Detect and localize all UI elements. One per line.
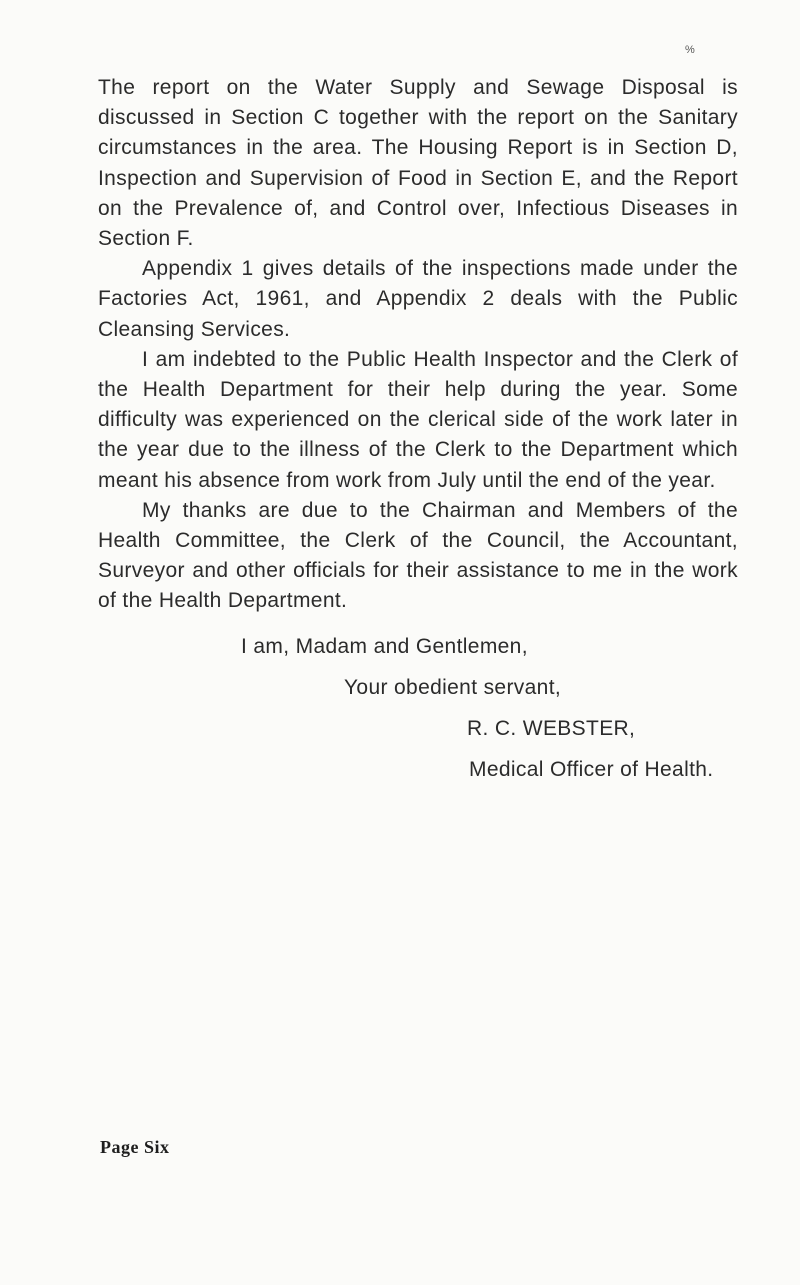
report-body (98, 73, 738, 617)
closing-servant: Your obedient servant, (344, 676, 562, 699)
signature-name: R. C. WEBSTER, (467, 717, 636, 740)
paragraph-acknowledgement-staff: I am indebted to the Public Health Inspector and the Clerk of the Health Department for their help during the year. Some difficulty was experienced on the clerical side of the work later in the year due to the illness of the Clerk to the Department which meant his absence from work from July until the end of the year. (98, 347, 738, 492)
closing-salutation: I am, Madam and Gentlemen, (241, 635, 528, 658)
page-number: Page Six (100, 1137, 170, 1157)
paragraph-acknowledgement-committee: My thanks are due to the Chairman and Members of the Health Committee, the Clerk of the Council, the Accountant, Surveyor and other officials for their assistance to me in the work of the Health Department. (98, 498, 738, 613)
paragraph-appendices: Appendix 1 gives details of the inspections made under the Factories Act, 1961, and Appendix 2 deals with the Public Cleansing Services. (98, 257, 738, 341)
signature-title: Medical Officer of Health. (469, 758, 714, 781)
corner-mark: % (685, 44, 695, 56)
paragraph-sections: The report on the Water Supply and Sewage Disposal is discussed in Section C together with the report on the Sanitary circumstances in the area. The Housing Report is in Section D, Inspection and Supervision of Food in Section E, and the Report on the Prevalence of, and Control over, Infectious Diseases in Section F. (98, 76, 738, 251)
